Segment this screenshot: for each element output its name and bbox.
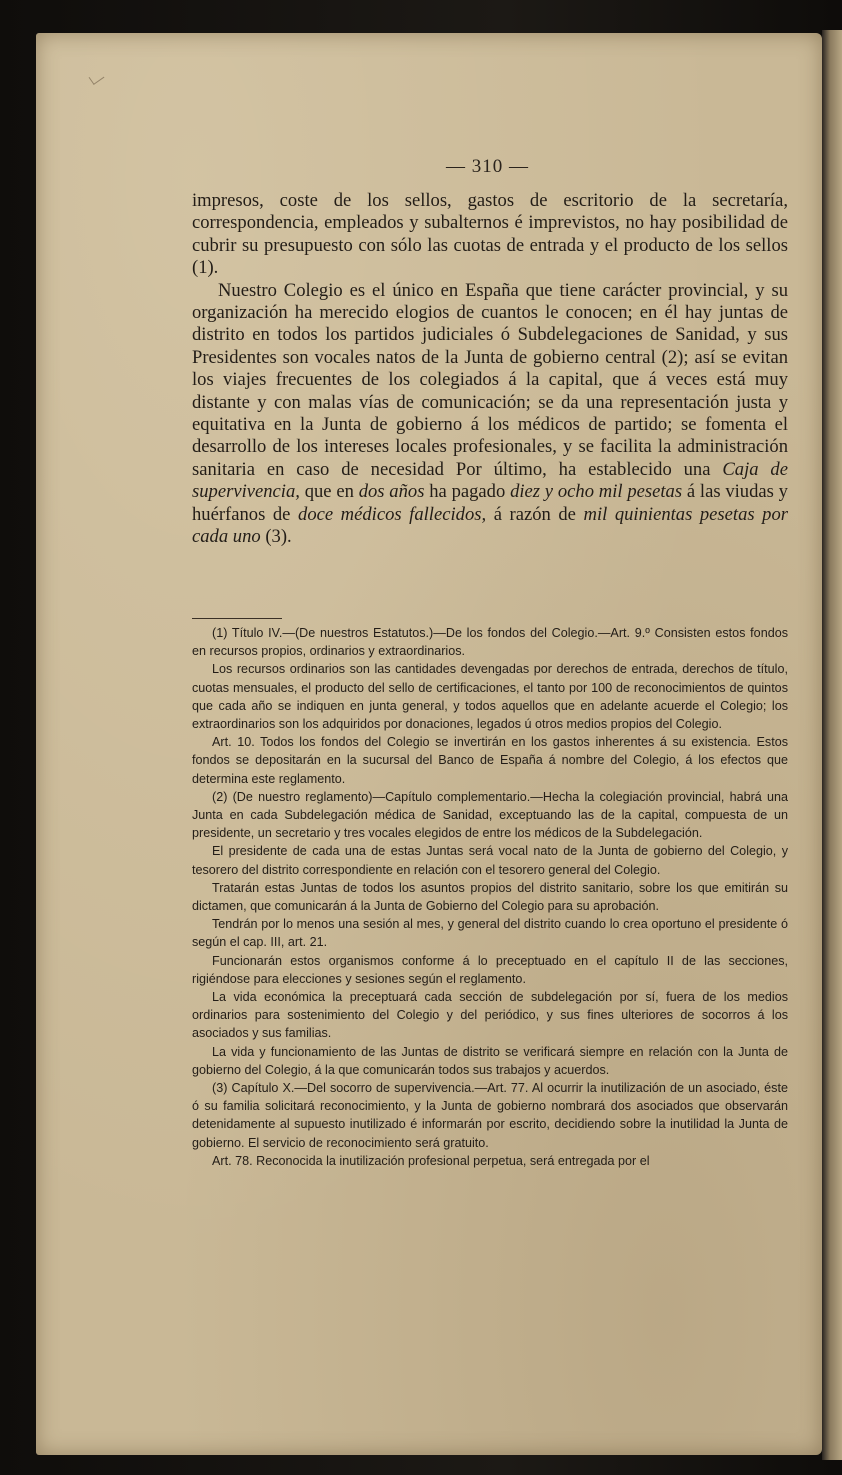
paragraph-2-text-f: (3). [265,526,292,548]
footnote-line: La vida económica la preceptuará cada sección de subdelegación por sí, fuera de los medios ordinarios para sostenimiento del Colegio y del periódico, y sus fines ulteriores de socorros á los asociados y sus familias. [192,990,788,1041]
paragraph-2-text-e: á razón de [493,503,576,525]
footnote-line: Tendrán por lo menos una sesión al mes, y general del distrito cuando lo crea oportuno el presidente ó según el cap. III, art. 21. [192,917,788,950]
footnote-line: Tratarán estas Juntas de todos los asuntos propios del distrito sanitario, sobre los que emitirán su dictamen, que comunicarán á la Junta de Gobierno del Colegio para su aprobación. [192,880,788,914]
pencil-mark-icon [89,70,105,85]
paragraph-1: impresos, coste de los sellos, gastos de escritorio de la secretaría, correspondencia, empleados y subalternos é imprevistos, no hay posibilidad de cubrir su presupuesto con sólo las cuotas de entrada y el producto de los sellos (1). [192,190,788,279]
footnote-line: Los recursos ordinarios son las cantidades devengadas por derechos de entrada, derechos de título, cuotas mensuales, el producto del sello de certificaciones, el tanto por 100 de reconocimientos de quintos que cada año se indiquen en junta general, y todos aquellos que en adelante acuerde el Colegio; los extraordinarios son los adquiridos por donaciones, legados ú otros medios propios del Colegio. [192,662,788,732]
paragraph-2 [192,280,788,549]
page-number: — 310 — [446,156,529,177]
paragraph-2-text-c: ha pagado [429,481,506,503]
footnotes [192,624,788,1170]
emphasis-medicos: doce médicos fallecidos, [298,503,487,525]
emphasis-amount: diez y ocho mil pesetas [510,481,683,503]
footnote-line: La vida y funcionamiento de las Juntas de distrito se verificará siempre en relación con la Junta de gobierno del Colegio, á la que comunicarán todos sus trabajos y acuerdos. [192,1044,788,1077]
footnote-line: (2) (De nuestro reglamento)—Capítulo complementario.—Hecha la colegiación provincial, habrá una Junta en cada Subdelegación médica de Sanidad, exceptuando las de la capital, compuesta de un presidente, un secretario y tres vocales elegidos de entre los médicos de la Subdelegación. [192,789,788,841]
emphasis-dos-anos: dos años [358,481,425,503]
footnote-line: Funcionarán estos organismos conforme á lo preceptuado en el capítulo II de las secciones, rigiéndose para elecciones y sesiones según el reglamento. [192,953,788,986]
footnote-line: El presidente de cada una de estas Juntas será vocal nato de la Junta de gobierno del Colegio, y tesorero del distrito correspondiente en relación con el tesorero general del Colegio. [192,844,788,877]
footnote-line: (3) Capítulo X.—Del socorro de supervivencia.—Art. 77. Al ocurrir la inutilización de un asociado, éste ó su familia solicitará reconocimiento, y la Junta de gobierno nombrará dos asociados que observarán detenidamente al supuesto inutilizado é informarán por escrito, decidiendo sobre la inutilidad la Junta de gobierno. El servicio de reconocimiento será gratuito. [192,1081,788,1150]
next-page-edge [822,30,842,1460]
footnote-line: Art. 78. Reconocida la inutilización profesional perpetua, será entregada por el [212,1153,650,1168]
footnote-rule [192,618,282,619]
footnote-line: Art. 10. Todos los fondos del Colegio se invertirán en los gastos inherentes á su existencia. Estos fondos se depositarán en la sucursal del Banco de España á nombre del Colegio, á los efectos que determina este reglamento. [192,735,788,786]
emphasis-rate: mil quinientas pesetas por cada uno [192,503,789,548]
footnote-line: (1) Título IV.—(De nuestros Estatutos.)—De los fondos del Colegio.—Art. 9.º Consisten estos fondos en recursos propios, ordinarios y extraordinarios. [192,626,788,659]
body-text [192,190,788,549]
paragraph-2-text: Nuestro Colegio es el único en España que tiene carácter provincial, y su organización ha merecido elogios de cuantos le conocen; en él hay juntas de distrito en todos los partidos judiciales ó Subdelegaciones de Sanidad, y sus Presidentes son vocales natos de la Junta de gobierno central (2); así se evitan los viajes frecuentes de los colegiados á la capital, que á veces está muy distante y con malas vías de comunicación; se da una representación justa y equitativa en la Junta de gobierno á los médicos de partido; se fomenta el desarrollo de los intereses locales profesionales, y se facilita la administración sanitaria en caso de necesidad Por último, ha establecido una [192,279,788,480]
emphasis-caja: Caja de supervivencia, [192,458,788,503]
paragraph-2-text-b: que en [304,481,354,503]
paragraph-2-text-d: á las viudas y huérfanos de [192,481,788,525]
